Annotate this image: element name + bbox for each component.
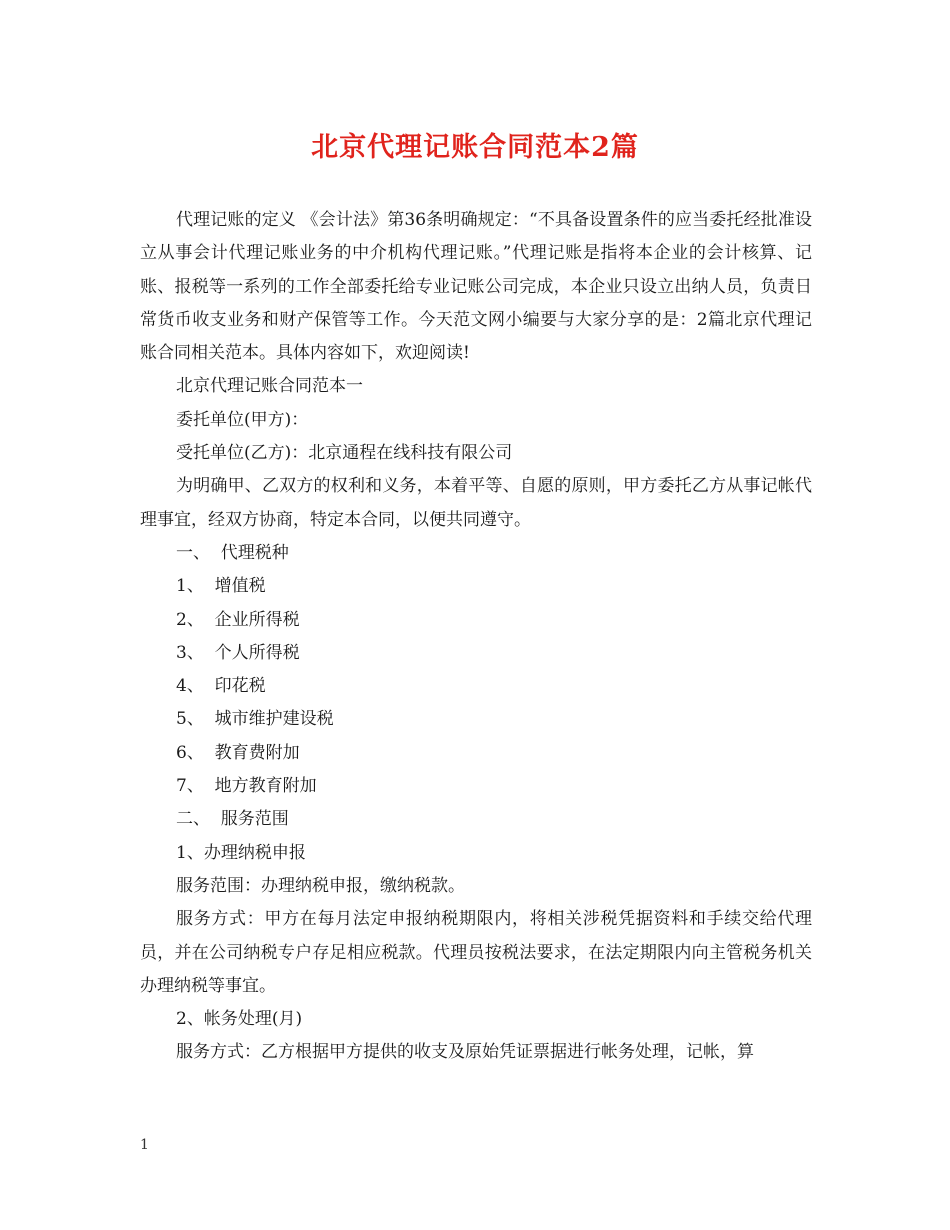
contract-one-heading: 北京代理记账合同范本一 bbox=[176, 376, 363, 397]
section-heading-service-scope: 二、 服务范围 bbox=[176, 809, 289, 830]
tax-filing-scope: 服务范围：办理纳税申报，缴纳税款。 bbox=[176, 875, 465, 896]
tax-filing-method: 服务方式：甲方在每月法定申报纳税期限内，将相关涉税凭据资料和手续交给代理员，并在公司纳税专户存足相应税款。代理员按税法要求，在法定期限内向主管税务机关办理纳税等事宜。 bbox=[140, 909, 812, 996]
subsection-bookkeeping-title: 2、帐务处理(月) bbox=[176, 1009, 303, 1030]
tax-item: 4、 印花税 bbox=[176, 676, 266, 697]
party-b-line: 受托单位(乙方)：北京通程在线科技有限公司 bbox=[176, 443, 513, 464]
purpose-paragraph: 为明确甲、乙双方的权利和义务，本着平等、自愿的原则，甲方委托乙方从事记帐代理事宜，经双方协商，特定本合同，以便共同遵守。 bbox=[140, 476, 812, 530]
party-a-line: 委托单位(甲方)： bbox=[176, 409, 309, 430]
bookkeeping-method: 服务方式：乙方根据甲方提供的收支及原始凭证票据进行帐务处理，记帐，算 bbox=[176, 1042, 754, 1063]
tax-item: 7、 地方教育附加 bbox=[176, 776, 317, 797]
subsection-tax-filing-title: 1、办理纳税申报 bbox=[176, 842, 306, 863]
tax-item: 1、 增值税 bbox=[176, 576, 266, 597]
document-title: 北京代理记账合同范本2篇 bbox=[311, 132, 639, 163]
document-body bbox=[140, 204, 812, 1070]
tax-item: 5、 城市维护建设税 bbox=[176, 709, 334, 730]
intro-paragraph: 代理记账的定义 《会计法》第36条明确规定：“不具备设置条件的应当委托经批准设立从事会计代理记账业务的中介机构代理记账。”代理记账是指将本企业的会计核算、记账、报税等一系列的工作全部委托给专业记账公司完成，本企业只设立出纳人员，负责日常货币收支业务和财产保管等工作。今天范文网小编要与大家分享的是：2篇北京代理记账合同相关范本。具体内容如下，欢迎阅读! bbox=[140, 210, 812, 364]
page-number: 1 bbox=[140, 1137, 149, 1153]
tax-item: 3、 个人所得税 bbox=[176, 642, 300, 663]
section-heading-tax-types: 一、 代理税种 bbox=[176, 542, 289, 563]
tax-item: 2、 企业所得税 bbox=[176, 609, 300, 630]
tax-item: 6、 教育费附加 bbox=[176, 742, 300, 763]
